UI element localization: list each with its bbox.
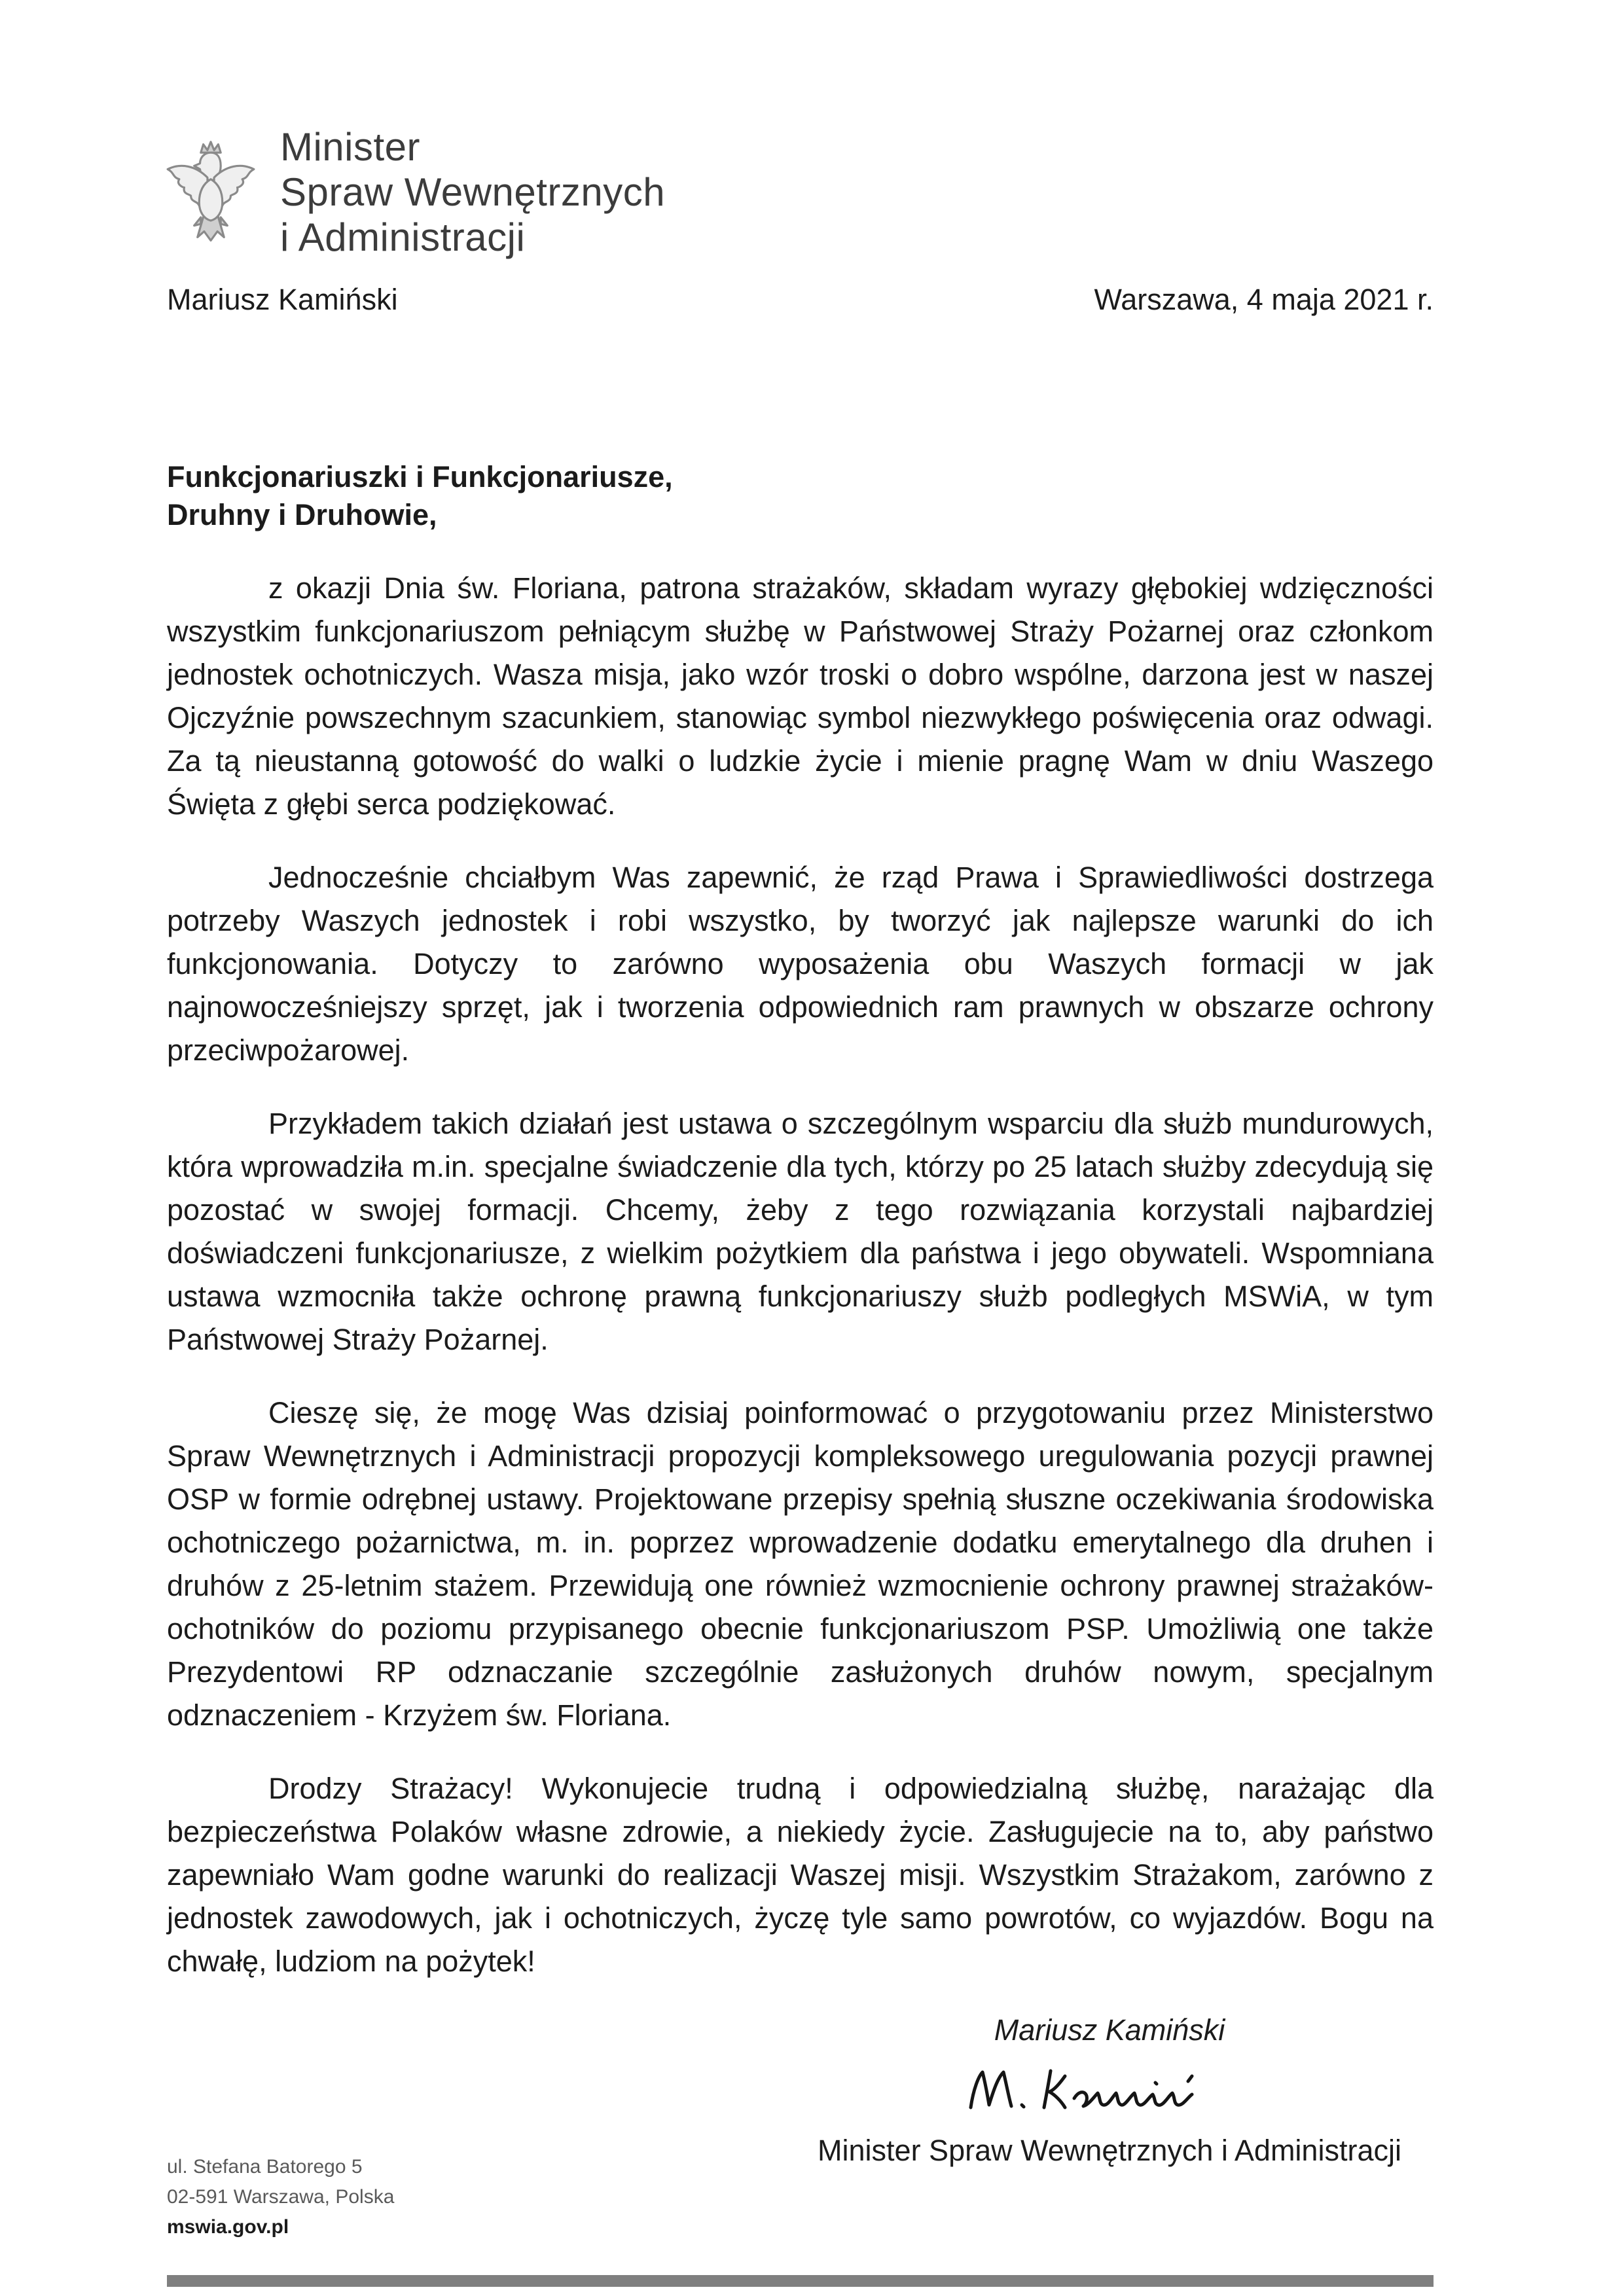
place-date: Warszawa, 4 maja 2021 r. <box>1094 283 1434 316</box>
footer <box>167 2152 394 2242</box>
ministry-name <box>280 124 665 260</box>
letter-paragraph-2: Jednocześnie chciałbym Was zapewnić, że rząd Prawa i Sprawiedliwości dostrzega potrzeby Waszych jednostek i robi wszystko, by tworzyć jak najlepsze warunki do ich funkcjonowania. Dotyczy to zarówno wyposażenia obu Waszych formacji w jak najnowocześniejszy sprzęt, jak i tworzenia odpowiednich ram prawnych w obszarze ochrony przeciwpożarowej. <box>167 861 1434 1067</box>
letter-paragraph-5: Drodzy Strażacy! Wykonujecie trudną i odpowiedzialną służbę, narażając dla bezpieczeństwa Polaków własne zdrowie, a niekiedy życie. Zasługujecie na to, aby państwo zapewniało Wam godne warunki do realizacji Waszej misji. Wszystkim Strażakom, zarówno z jednostek zawodowych, jak i ochotniczych, życzę tyle samo powrotów, co wyjazdów. Bogu na chwałę, ludziom na pożytek! <box>167 1772 1434 1978</box>
letter-paragraph-3: Przykładem takich działań jest ustawa o szczególnym wsparciu dla służb mundurowych, która wprowadziła m.in. specjalne świadczenie dla tych, którzy po 25 latach służby zdecydują się pozostać w swojej formacji. Chcemy, żeby z tego rozwiązania korzystali najbardziej doświadczeni funkcjonariusze, z wielkim pożytkiem dla państwa i jego obywateli. Wspomniana ustawa wzmocniła także ochronę prawną funkcjonariuszy służb podległych MSWiA, w tym Państwowej Straży Pożarnej. <box>167 1107 1434 1356</box>
salutation-line-1: Funkcjonariuszki i Funkcjonariusze, <box>167 460 673 493</box>
footer-address-line-2: 02-591 Warszawa, Polska <box>167 2186 395 2208</box>
signature-block <box>785 2013 1434 2168</box>
ministry-line-3: i Administracji <box>280 215 526 259</box>
polish-eagle-emblem-icon <box>161 137 261 247</box>
salutation <box>167 458 1434 534</box>
letter-paragraph-1: z okazji Dnia św. Floriana, patrona strażaków, składam wyrazy głębokiej wdzięczności wszystkim funkcjonariuszom pełniącym służbę w Państwowej Straży Pożarnej oraz członkom jednostek ochotniczych. Wasza misja, jako wzór troski o dobro wspólne, darzona jest w naszej Ojczyźnie powszechnym szacunkiem, stanowiąc symbol niezwykłego poświęcenia oraz odwagi. Za tą nieustanną gotowość do walki o ludzkie życie i mienie pragnę Wam w dniu Waszego Święta z głębi serca podziękować. <box>167 571 1434 821</box>
footer-bar <box>167 2275 1434 2287</box>
meta-row <box>167 283 1434 317</box>
letter-body <box>167 458 1434 2168</box>
salutation-line-2: Druhny i Druhowie, <box>167 498 437 531</box>
handwritten-signature <box>785 2056 1434 2122</box>
ministry-line-1: Minister <box>280 125 421 169</box>
footer-website: mswia.gov.pl <box>167 2216 289 2238</box>
letter-paragraph-4: Cieszę się, że mogę Was dzisiaj poinformować o przygotowaniu przez Ministerstwo Spraw Wewnętrznych i Administracji propozycji kompleksowego uregulowania pozycji prawnej OSP w formie odrębnej ustawy. Projektowane przepisy spełnią słuszne oczekiwania środowiska ochotniczego pożarnictwa, m. in. poprzez wprowadzenie dodatku emerytalnego dla druhen i druhów z 25-letnim stażem. Przewidują one również wzmocnienie ochrony prawnej strażaków-ochotników do poziomu przypisanego obecnie funkcjonariuszom PSP. Umożliwią one także Prezydentowi RP odznaczanie szczególnie zasłużonych druhów nowym, specjalnym odznaczeniem - Krzyżem św. Floriana. <box>167 1396 1434 1732</box>
sender-name: Mariusz Kamiński <box>167 283 398 316</box>
ministry-line-2: Spraw Wewnętrznych <box>280 170 666 214</box>
signatory-name: Mariusz Kamiński <box>994 2013 1225 2047</box>
footer-address-line-1: ul. Stefana Batorego 5 <box>167 2156 363 2178</box>
letterhead <box>161 124 665 260</box>
signatory-title: Minister Spraw Wewnętrznych i Administracji <box>818 2134 1401 2167</box>
